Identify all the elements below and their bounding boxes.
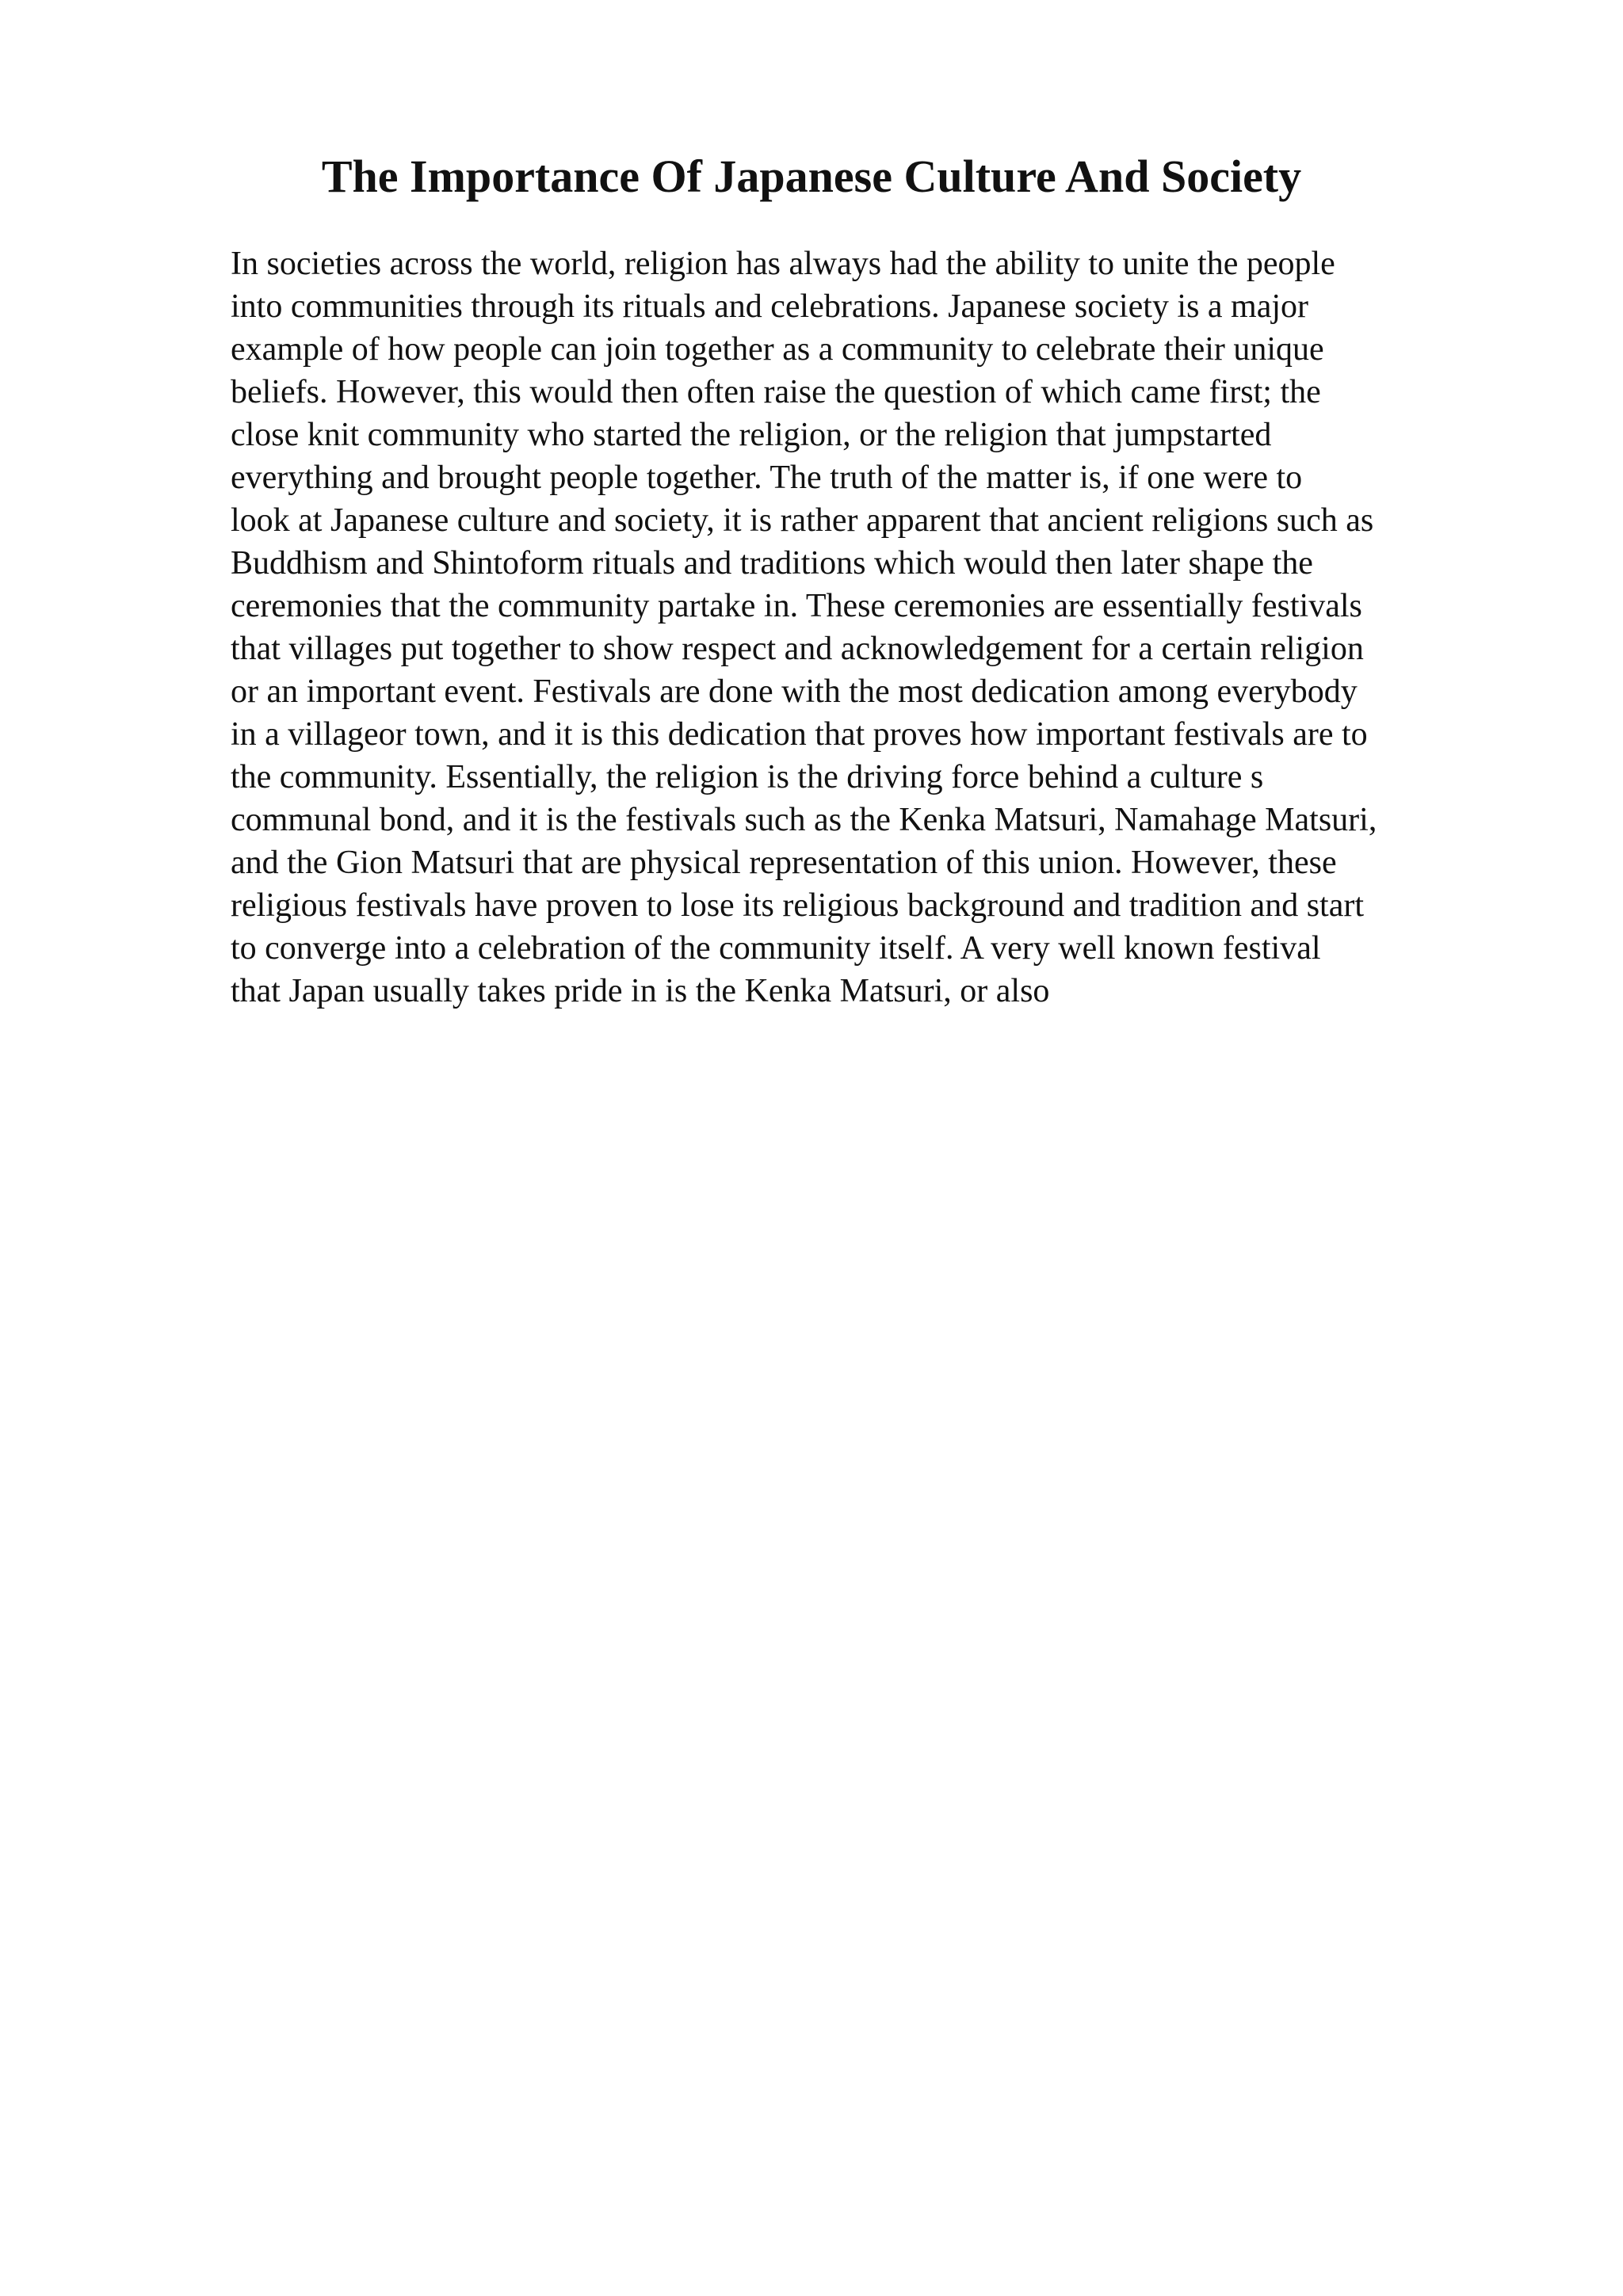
- body-line-6: everything and brought people together. The truth of the matter is, if one were to: [231, 460, 1303, 496]
- body-line-16: religious festivals have proven to lose its religious background and tradition and start: [231, 887, 1365, 924]
- body-line-4: beliefs. However, this would then often raise the question of which came first; the: [231, 374, 1321, 410]
- body-line-9: ceremonies that the community partake in. These ceremonies are essentially festivals: [231, 588, 1362, 624]
- body-line-18: that Japan usually takes pride in is the Kenka Matsuri, or also: [231, 973, 1050, 1009]
- body-line-7: look at Japanese culture and society, it is rather apparent that ancient religions such as: [231, 502, 1374, 539]
- body-line-8: Buddhism and Shintoform rituals and traditions which would then later shape the: [231, 545, 1313, 582]
- body-line-5: close knit community who started the religion, or the religion that jumpstarted: [231, 417, 1272, 453]
- body-line-17: to converge into a celebration of the community itself. A very well known festival: [231, 930, 1321, 967]
- body-line-12: in a villageor town, and it is this dedication that proves how important festivals are to: [231, 716, 1368, 753]
- body-line-13: the community. Essentially, the religion is the driving force behind a culture s: [231, 759, 1264, 795]
- body-line-1: In societies across the world, religion has always had the ability to unite the people: [231, 246, 1335, 282]
- document-body: [231, 242, 1499, 1013]
- body-line-10: that villages put together to show respect and acknowledgement for a certain religion: [231, 631, 1364, 667]
- body-line-14: communal bond, and it is the festivals such as the Kenka Matsuri, Namahage Matsuri,: [231, 802, 1377, 838]
- body-line-3: example of how people can join together as a community to celebrate their unique: [231, 331, 1324, 368]
- body-line-11: or an important event. Festivals are done with the most dedication among everybody: [231, 673, 1358, 710]
- body-line-15: and the Gion Matsuri that are physical representation of this union. However, these: [231, 845, 1337, 881]
- body-line-2: into communities through its rituals and celebrations. Japanese society is a major: [231, 288, 1309, 325]
- document-title: The Importance Of Japanese Culture And Society: [321, 151, 1302, 202]
